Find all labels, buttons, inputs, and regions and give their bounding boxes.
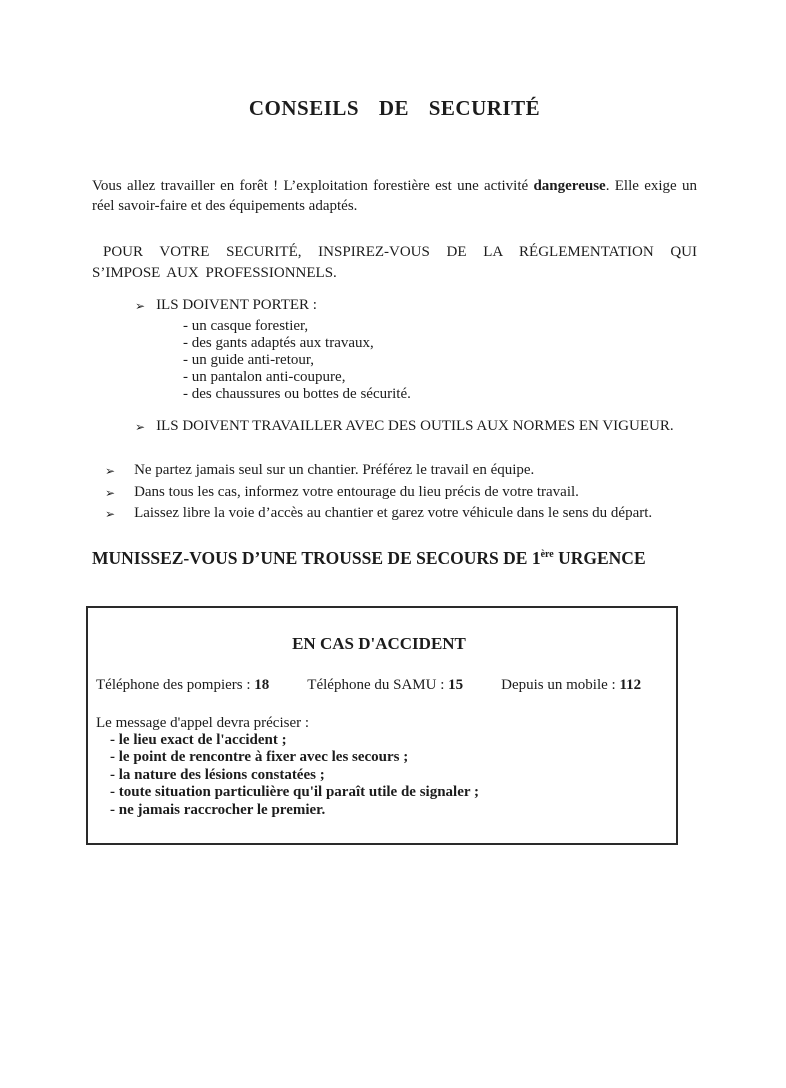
arrow-bullet-icon: ➢ — [135, 299, 146, 313]
list-item: - des chaussures ou bottes de sécurité. — [183, 386, 411, 402]
arrow-bullet-icon: ➢ — [105, 507, 116, 521]
outils-heading — [92, 416, 697, 436]
phone-label: Téléphone du SAMU : — [307, 676, 449, 693]
emergency-phone-numbers — [96, 676, 662, 695]
intro-text-before: Vous allez travailler en forêt ! L’exploitation forestière est une activité — [92, 178, 534, 194]
porter-heading — [92, 295, 697, 315]
list-item — [105, 482, 697, 504]
advice-item-text: Dans tous les cas, informez votre entourage du lieu précis de votre travail. — [134, 483, 579, 500]
list-item: - la nature des lésions constatées ; — [110, 766, 325, 783]
trousse-text-before: MUNISSEZ-VOUS D’UNE TROUSSE DE SECOURS DE 1 — [92, 547, 541, 568]
intro-paragraph — [92, 176, 697, 216]
phone-entry — [501, 676, 641, 695]
list-item: - le lieu exact de l'accident ; — [110, 731, 287, 748]
phone-entry — [307, 676, 463, 695]
list-item: - un guide anti-retour, — [183, 352, 315, 368]
list-item: - ne jamais raccrocher le premier. — [110, 801, 326, 818]
intro-bold-word: dangereuse — [533, 178, 606, 194]
list-item: - toute situation particulière qu'il paraît utile de signaler ; — [110, 784, 480, 800]
arrow-bullet-icon: ➢ — [105, 485, 116, 500]
page-title: CONSEILS DE SECURITÉ — [248, 96, 541, 120]
accident-box — [86, 606, 678, 846]
message-intro: Le message d'appel devra préciser : — [96, 714, 310, 731]
arrow-bullet-icon: ➢ — [105, 464, 116, 478]
advice-list — [92, 460, 697, 525]
outils-heading-label: ILS DOIVENT TRAVAILLER AVEC DES OUTILS AUX NORMES EN VIGUEUR. — [156, 418, 674, 434]
list-item — [105, 460, 697, 482]
phone-number: 18 — [254, 676, 270, 693]
trousse-superscript: ère — [540, 548, 554, 560]
accident-box-title: EN CAS D'ACCIDENT — [292, 633, 466, 653]
advice-item-text: Ne partez jamais seul sur un chantier. Préférez le travail en équipe. — [134, 462, 535, 478]
regulation-paragraph: POUR VOTRE SECURITÉ, INSPIREZ-VOUS DE LA RÉGLEMENTATION QUI S’IMPOSE AUX PROFESSIONNELS. — [92, 244, 697, 281]
message-list — [96, 732, 662, 820]
document-page — [0, 96, 786, 1088]
porter-heading-label: ILS DOIVENT PORTER : — [156, 297, 317, 313]
phone-label: Depuis un mobile : — [501, 676, 620, 693]
phone-number: 112 — [619, 676, 642, 693]
list-item: - le point de rencontre à fixer avec les secours ; — [110, 749, 409, 765]
phone-entry — [96, 676, 269, 695]
phone-label: Téléphone des pompiers : — [96, 676, 255, 693]
trousse-text-after: URGENCE — [553, 547, 646, 568]
arrow-bullet-icon: ➢ — [135, 420, 146, 434]
phone-number: 15 — [448, 676, 464, 693]
list-item: - des gants adaptés aux travaux, — [183, 335, 374, 351]
list-item — [105, 503, 697, 525]
advice-item-text: Laissez libre la voie d’accès au chantier et garez votre véhicule dans le sens du départ. — [134, 505, 653, 521]
porter-list — [92, 318, 697, 403]
first-aid-kit-heading — [92, 547, 697, 570]
list-item: - un casque forestier, — [183, 318, 309, 334]
intro-text-after: . Elle exige un réel savoir-faire et des équipements adaptés. — [92, 178, 697, 214]
list-item: - un pantalon anti-coupure, — [183, 369, 346, 385]
